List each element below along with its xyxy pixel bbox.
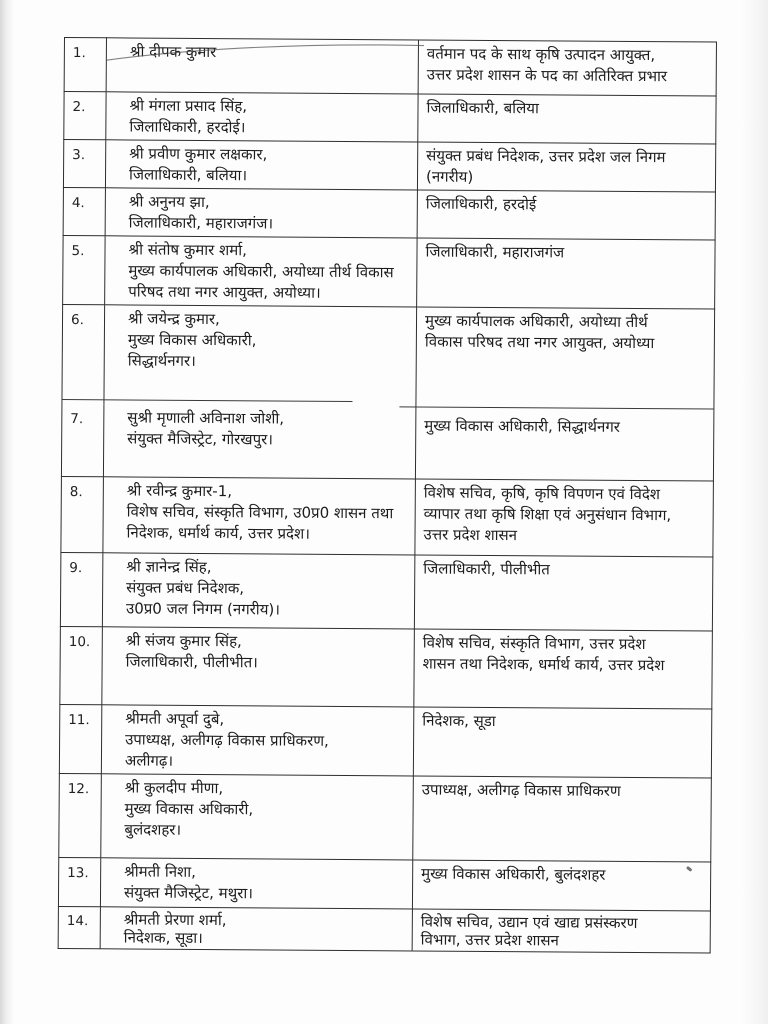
posting-cell: मुख्य विकास अधिकारी, सिद्धार्थनगर (415, 406, 714, 481)
posting-cell: संयुक्त प्रबंध निदेशक, उत्तर प्रदेश जल निगम (नगरीय) (417, 142, 715, 192)
officer-cell: श्रीमती निशा, संयुक्त मैजिस्ट्रेट, मथुरा। (100, 858, 412, 909)
officer-cell: श्री जयेन्द्र कुमार, मुख्य विकास अधिकारी, सिद्धार्थनगर। (104, 305, 417, 406)
table-row (60, 552, 713, 631)
officer-cell: श्री संतोष कुमार शर्मा, मुख्य कार्यपालक अधिकारी, अयोध्या तीर्थ विकास परिषद तथा नगर आयुक्त, अयोध्या। (105, 236, 417, 307)
posting-cell: विशेष सचिव, उद्यान एवं खाद्य प्रसंस्करण विभाग, उत्तर प्रदेश शासन (412, 909, 710, 953)
table-row (59, 704, 711, 778)
posting-cell: जिलाधिकारी, हरदोई (417, 190, 715, 240)
posting-cell: मुख्य विकास अधिकारी, बुलंदशहर (412, 860, 710, 911)
serial-cell: 13. (58, 857, 100, 906)
posting-cell: मुख्य कार्यपालक अधिकारी, अयोध्या तीर्थ विकास परिषद तथा नगर आयुक्त, अयोध्या (416, 307, 715, 408)
serial-cell: 6. (62, 304, 105, 403)
serial-cell: 12. (59, 773, 102, 857)
posting-cell: जिलाधिकारी, बलिया (418, 94, 716, 144)
posting-cell: विशेष सचिव, संस्कृति विभाग, उत्तर प्रदेश शासन तथा निदेशक, धर्मार्थ कार्य, उत्तर प्रदेश (414, 629, 713, 709)
serial-cell: 4. (63, 187, 105, 235)
officer-cell: श्री कुलदीप मीणा, मुख्य विकास अधिकारी, बुलंदशहर। (101, 774, 414, 860)
serial-cell: 8. (61, 476, 104, 552)
table-row (63, 140, 715, 193)
table-row (61, 403, 713, 481)
serial-cell: 2. (64, 92, 106, 140)
table-row (58, 906, 710, 953)
posting-cell: निदेशक, सूडा (413, 707, 711, 778)
table-row (58, 857, 710, 911)
serial-cell: 5. (63, 235, 105, 304)
serial-cell: 7. (61, 403, 104, 476)
officer-cell: श्री संजय कुमार सिंह, जिलाधिकारी, पीलीभीत। (102, 627, 415, 707)
table-row (64, 92, 716, 145)
table-row (63, 235, 715, 309)
officer-cell: श्री रवीन्द्र कुमार-1, विशेष सचिव, संस्कृति विभाग, उ0प्र0 शासन तथा निदेशक, धर्मार्थ कार्य, उत्तर प्रदेश। (103, 477, 416, 555)
posting-cell: जिलाधिकारी, महाराजगंज (417, 238, 715, 309)
table-row (63, 187, 715, 240)
officer-cell: सुश्री मृणाली अविनाश जोशी, संयुक्त मैजिस्ट्रेट, गोरखपुर। (103, 404, 416, 479)
serial-cell: 9. (60, 552, 103, 626)
serial-cell: 11. (59, 704, 101, 773)
table-row (59, 773, 712, 862)
posting-cell: वर्तमान पद के साथ कृषि उत्पादन आयुक्त, उत्तर प्रदेश शासन के पद का अतिरिक्त प्रभार (418, 40, 716, 96)
posting-cell: उपाध्यक्ष, अलीगढ़ विकास प्राधिकरण (413, 776, 712, 862)
officer-cell: श्रीमती प्रेरणा शर्मा, निदेशक, सूडा। (100, 907, 412, 951)
transfer-table-wrap (58, 37, 716, 954)
table-row (61, 476, 714, 557)
officer-cell: श्रीमती अपूर्वा दुबे, उपाध्यक्ष, अलीगढ़ विकास प्राधिकरण, अलीगढ़। (101, 705, 413, 776)
officer-cell: श्री मंगला प्रसाद सिंह, जिलाधिकारी, हरदोई। (106, 92, 418, 142)
serial-cell: 3. (63, 140, 105, 188)
officer-cell: श्री ज्ञानेन्द्र सिंह, संयुक्त प्रबंध निदेशक, उ0प्र0 जल निगम (नगरीय)। (102, 553, 415, 629)
scan-curl-artifact (106, 38, 426, 66)
serial-cell: 14. (58, 906, 100, 948)
table-row (60, 626, 713, 709)
serial-cell: 1. (64, 38, 106, 92)
officer-cell: श्री प्रवीण कुमार लक्षकार, जिलाधिकारी, बलिया। (105, 140, 417, 190)
officer-cell: श्री अनुनय झा, जिलाधिकारी, महाराजगंज। (105, 188, 417, 238)
serial-cell: 10. (60, 626, 103, 704)
table-row (62, 304, 715, 408)
scan-edge-shadow-right (742, 0, 768, 1024)
scan-edge-shadow-left (0, 0, 14, 1024)
posting-cell: जिलाधिकारी, पीलीभीत (414, 555, 713, 631)
officer-cell: श्री दीपक कुमार (106, 38, 418, 94)
transfer-order-table (58, 37, 717, 954)
posting-cell: विशेष सचिव, कृषि, कृषि विपणन एवं विदेश व्यापार तथा कृषि शिक्षा एवं अनुसंधान विभाग, उत्तर प्रदेश शासन (415, 479, 714, 557)
